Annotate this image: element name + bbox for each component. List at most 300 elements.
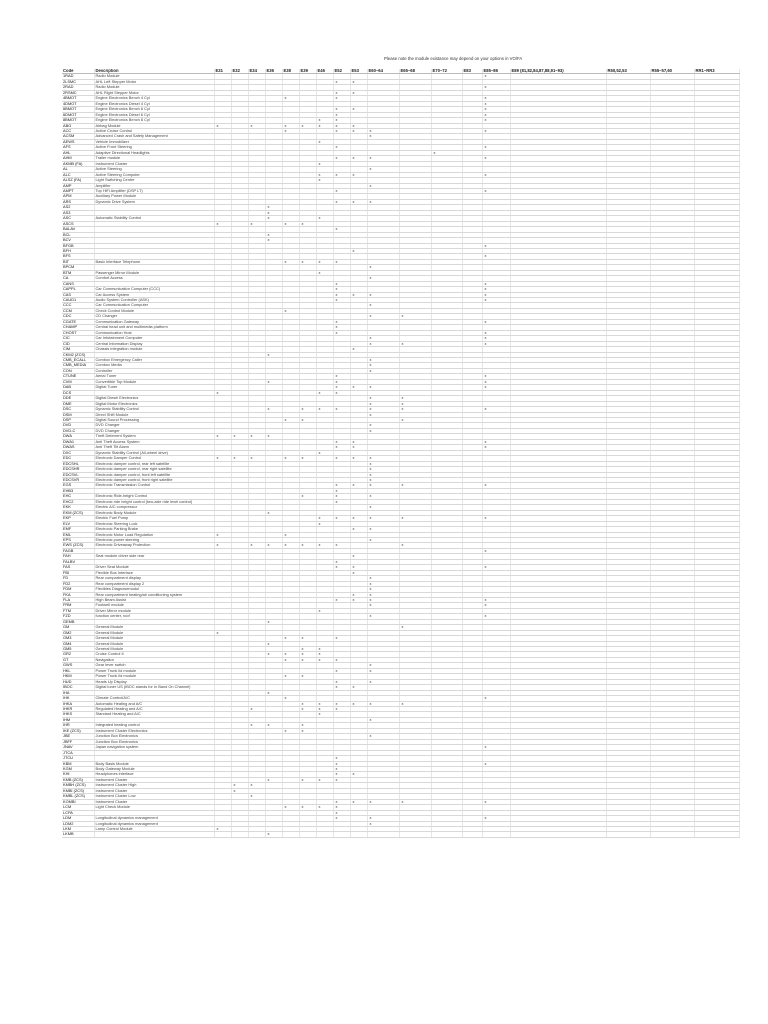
- module-code: BFS: [62, 254, 94, 259]
- module-code: FRM: [62, 603, 94, 608]
- module-description: Electronic damper control, rear left satellite: [94, 461, 214, 466]
- module-code: AL: [62, 167, 94, 172]
- availability-cell: x: [333, 287, 350, 292]
- module-description: General Module: [94, 625, 214, 630]
- availability-cell: x: [350, 565, 367, 570]
- availability-cell: x: [333, 96, 350, 101]
- module-description: General Module: [94, 647, 214, 652]
- availability-cell: x: [333, 385, 350, 390]
- availability-cell: x: [316, 216, 333, 221]
- module-code: DVD: [62, 423, 94, 428]
- availability-cell: [214, 832, 231, 837]
- availability-cell: x: [350, 592, 367, 597]
- module-code: FLA: [62, 597, 94, 602]
- availability-cell: x: [299, 657, 316, 662]
- module-description: High Beam Assist: [94, 597, 214, 602]
- module-description: Power Trunk lid module: [94, 674, 214, 679]
- availability-cell: x: [248, 707, 265, 712]
- module-code: BIT: [62, 259, 94, 264]
- module-code: FD: [62, 576, 94, 581]
- module-code: CA: [62, 276, 94, 281]
- module-description: Radio Module: [94, 85, 214, 90]
- availability-cell: x: [333, 227, 350, 232]
- availability-cell: x: [367, 292, 399, 297]
- availability-cell: x: [367, 336, 399, 341]
- availability-cell: x: [367, 128, 399, 133]
- availability-cell: x: [482, 298, 510, 303]
- availability-cell: x: [367, 156, 399, 161]
- availability-cell: x: [282, 123, 299, 128]
- module-code: CHOST: [62, 330, 94, 335]
- availability-cell: x: [333, 445, 350, 450]
- availability-cell: [299, 832, 316, 837]
- availability-cell: x: [333, 499, 350, 504]
- availability-cell: x: [367, 821, 399, 826]
- availability-cell: x: [333, 379, 350, 384]
- availability-cell: x: [333, 494, 350, 499]
- module-code: AKMB (FA): [62, 161, 94, 166]
- module-code: 8BMOT: [62, 118, 94, 123]
- module-code: EHB3: [62, 488, 94, 493]
- availability-cell: x: [333, 374, 350, 379]
- availability-cell: x: [299, 418, 316, 423]
- availability-cell: x: [282, 696, 299, 701]
- availability-cell: [462, 832, 482, 837]
- availability-cell: x: [265, 210, 282, 215]
- module-description: Central Information Display: [94, 341, 214, 346]
- availability-cell: x: [333, 79, 350, 84]
- availability-cell: x: [333, 145, 350, 150]
- availability-cell: x: [333, 679, 350, 684]
- module-description: Electric Fuel Pump: [94, 516, 214, 521]
- availability-cell: x: [482, 172, 510, 177]
- module-description: Car Communication Computer: [94, 303, 214, 308]
- module-description: Flexible Bus Interface: [94, 570, 214, 575]
- column-header: E83: [462, 69, 482, 74]
- availability-cell: x: [265, 205, 282, 210]
- module-code: CMB_ECALL: [62, 358, 94, 363]
- module-description: Driver Seat Module: [94, 565, 214, 570]
- availability-cell: x: [482, 407, 510, 412]
- module-description: Active Steering Computer: [94, 172, 214, 177]
- availability-cell: x: [482, 761, 510, 766]
- availability-cell: x: [367, 516, 399, 521]
- availability-cell: [350, 832, 367, 837]
- module-description: Auxiliary Power Module: [94, 194, 214, 199]
- availability-cell: x: [482, 385, 510, 390]
- availability-cell: x: [482, 379, 510, 384]
- availability-cell: x: [367, 341, 399, 346]
- availability-cell: x: [350, 172, 367, 177]
- availability-cell: x: [333, 407, 350, 412]
- availability-cell: x: [333, 777, 350, 782]
- availability-cell: x: [482, 287, 510, 292]
- availability-cell: x: [333, 668, 350, 673]
- module-code: FTM: [62, 608, 94, 613]
- module-code: KOMBI: [62, 799, 94, 804]
- module-description: Communication Gateway: [94, 319, 214, 324]
- module-code: JNAV: [62, 745, 94, 750]
- availability-cell: x: [367, 537, 399, 542]
- module-code: DSC: [62, 407, 94, 412]
- module-code: GR2: [62, 652, 94, 657]
- availability-cell: x: [333, 156, 350, 161]
- availability-cell: [510, 832, 606, 837]
- availability-cell: x: [482, 85, 510, 90]
- module-code: IKE (ZCS): [62, 728, 94, 733]
- module-code: ABG: [62, 123, 94, 128]
- module-description: Engine Electronics Bench 4 Cyl: [94, 96, 214, 101]
- availability-cell: x: [350, 597, 367, 602]
- module-description: Instrument Cluster High: [94, 783, 214, 788]
- availability-cell: x: [248, 723, 265, 728]
- module-description: Light Check Module: [94, 805, 214, 810]
- availability-cell: x: [282, 652, 299, 657]
- module-description: Instrument Cluster: [94, 799, 214, 804]
- availability-cell: x: [214, 826, 231, 831]
- availability-cell: x: [214, 221, 231, 226]
- availability-cell: x: [482, 243, 510, 248]
- availability-cell: [282, 832, 299, 837]
- availability-cell: x: [333, 439, 350, 444]
- module-code: DDE: [62, 396, 94, 401]
- column-header: R55–57,60: [650, 69, 694, 74]
- availability-cell: x: [399, 516, 431, 521]
- module-description: Longitudinal dynamics management: [94, 821, 214, 826]
- availability-cell: x: [248, 221, 265, 226]
- module-description: [94, 832, 214, 837]
- availability-cell: x: [367, 428, 399, 433]
- module-description: Instrument Cluster: [94, 777, 214, 782]
- availability-cell: x: [367, 614, 399, 619]
- availability-cell: x: [350, 554, 367, 559]
- module-code: CKM2 (ZCS): [62, 352, 94, 357]
- availability-cell: x: [214, 123, 231, 128]
- availability-cell: x: [367, 527, 399, 532]
- module-code: EPS: [62, 537, 94, 542]
- module-code: EKK: [62, 505, 94, 510]
- module-description: Communication Host: [94, 330, 214, 335]
- availability-cell: x: [367, 407, 399, 412]
- availability-cell: [431, 832, 462, 837]
- module-code: GM3: [62, 636, 94, 641]
- module-code: ASCS: [62, 221, 94, 226]
- availability-cell: x: [367, 668, 399, 673]
- module-code: DSM: [62, 412, 94, 417]
- availability-cell: x: [299, 543, 316, 548]
- module-description: Navigation: [94, 657, 214, 662]
- module-code: 4BMOT: [62, 96, 94, 101]
- module-description: Integrated heating control: [94, 723, 214, 728]
- availability-cell: x: [399, 341, 431, 346]
- availability-cell: x: [231, 783, 248, 788]
- module-code: ARS: [62, 199, 94, 204]
- module-code: CIM: [62, 347, 94, 352]
- availability-cell: x: [367, 717, 399, 722]
- availability-cell: x: [367, 592, 399, 597]
- availability-cell: x: [333, 259, 350, 264]
- availability-cell: x: [333, 281, 350, 286]
- module-code: LCPA: [62, 810, 94, 815]
- table-row: [62, 832, 739, 837]
- module-code: CIC: [62, 336, 94, 341]
- availability-cell: x: [333, 772, 350, 777]
- column-header: Description: [94, 69, 214, 74]
- module-description: Convertible Top Module: [94, 379, 214, 384]
- availability-cell: x: [367, 461, 399, 466]
- module-description: Combox Emergency Caller: [94, 358, 214, 363]
- availability-cell: x: [367, 423, 399, 428]
- module-code: KMBH (ZCS): [62, 783, 94, 788]
- availability-cell: x: [333, 805, 350, 810]
- module-description: CD Changer: [94, 314, 214, 319]
- module-description: Dynamic Drive System: [94, 199, 214, 204]
- availability-cell: x: [333, 516, 350, 521]
- module-code: GWS: [62, 663, 94, 668]
- availability-cell: x: [482, 101, 510, 106]
- availability-cell: x: [333, 298, 350, 303]
- module-description: Japan navigation system: [94, 745, 214, 750]
- module-description: General Module: [94, 636, 214, 641]
- availability-cell: x: [333, 756, 350, 761]
- availability-cell: x: [265, 379, 282, 384]
- module-code: AS2: [62, 205, 94, 210]
- availability-cell: x: [265, 434, 282, 439]
- availability-cell: x: [482, 614, 510, 619]
- availability-cell: x: [350, 772, 367, 777]
- availability-cell: x: [299, 701, 316, 706]
- availability-cell: x: [350, 292, 367, 297]
- module-code: DWAS: [62, 445, 94, 450]
- module-code: GEMB: [62, 619, 94, 624]
- module-description: Footwell module: [94, 603, 214, 608]
- column-header: E70–72: [431, 69, 462, 74]
- availability-cell: x: [399, 418, 431, 423]
- module-code: KMBI (ZCS): [62, 788, 94, 793]
- availability-cell: x: [265, 238, 282, 243]
- module-code: IHA: [62, 690, 94, 695]
- availability-cell: [399, 832, 431, 837]
- availability-cell: x: [333, 707, 350, 712]
- module-code: CVM: [62, 379, 94, 384]
- availability-cell: x: [265, 543, 282, 548]
- module-code: AHL: [62, 150, 94, 155]
- module-description: Body Basis Module: [94, 761, 214, 766]
- availability-cell: x: [299, 636, 316, 641]
- module-code: EGS: [62, 483, 94, 488]
- availability-cell: x: [299, 647, 316, 652]
- module-code: AMP: [62, 183, 94, 188]
- module-description: function center, roof: [94, 614, 214, 619]
- module-description: AHL Left Stepper Motor: [94, 79, 214, 84]
- availability-cell: x: [482, 696, 510, 701]
- module-code: FAS: [62, 565, 94, 570]
- module-description: Aerial Tuner: [94, 374, 214, 379]
- availability-cell: [482, 832, 510, 837]
- availability-cell: x: [333, 188, 350, 193]
- availability-cell: x: [316, 407, 333, 412]
- module-code: CCM: [62, 308, 94, 313]
- module-description: Active Front Steering: [94, 145, 214, 150]
- module-code: ALSZ (FA): [62, 178, 94, 183]
- module-description: Active Steering: [94, 167, 214, 172]
- availability-cell: x: [350, 156, 367, 161]
- module-description: Automatic Stability Control: [94, 216, 214, 221]
- module-code: CCC: [62, 303, 94, 308]
- column-header: RR1–RR3: [694, 69, 739, 74]
- availability-cell: x: [316, 805, 333, 810]
- availability-cell: x: [367, 477, 399, 482]
- module-code: IHR: [62, 723, 94, 728]
- module-description: Digital Motor Electronics: [94, 401, 214, 406]
- availability-cell: x: [350, 456, 367, 461]
- module-description: Car Communication Computer (CCC): [94, 287, 214, 292]
- module-description: Dynamic Stability Control: [94, 407, 214, 412]
- availability-cell: x: [282, 532, 299, 537]
- availability-cell: x: [367, 134, 399, 139]
- availability-cell: x: [350, 527, 367, 532]
- availability-cell: x: [316, 777, 333, 782]
- availability-cell: x: [367, 401, 399, 406]
- module-description: Digital Tuner: [94, 385, 214, 390]
- options-note: Please note the module existance may depend on your options in VO/FA: [384, 56, 523, 61]
- module-description: Gear lever switch: [94, 663, 214, 668]
- module-code: DAB: [62, 385, 94, 390]
- module-description: Dynamic Stability Control (All-wheel drive): [94, 450, 214, 455]
- availability-cell: x: [482, 107, 510, 112]
- availability-cell: x: [282, 96, 299, 101]
- module-code: FBI: [62, 570, 94, 575]
- column-header: E85–86: [482, 69, 510, 74]
- availability-cell: x: [482, 374, 510, 379]
- module-code: GT: [62, 657, 94, 662]
- availability-cell: x: [333, 685, 350, 690]
- module-description: Heads Up Display: [94, 679, 214, 684]
- availability-cell: x: [333, 292, 350, 297]
- module-code: GM2: [62, 630, 94, 635]
- availability-cell: [231, 832, 248, 837]
- availability-cell: x: [333, 123, 350, 128]
- availability-cell: [694, 832, 739, 837]
- availability-cell: x: [399, 314, 431, 319]
- availability-cell: x: [282, 805, 299, 810]
- module-code: FKA: [62, 592, 94, 597]
- module-description: Central head unit and multimedia platform: [94, 325, 214, 330]
- module-description: Rear compartment display: [94, 576, 214, 581]
- module-description: Chassis integration module: [94, 347, 214, 352]
- availability-cell: x: [265, 777, 282, 782]
- availability-cell: x: [333, 657, 350, 662]
- module-code: KBM: [62, 761, 94, 766]
- availability-cell: x: [248, 456, 265, 461]
- module-description: AHL Right Stepper Motor: [94, 90, 214, 95]
- availability-cell: x: [316, 707, 333, 712]
- column-header: E52: [333, 69, 350, 74]
- module-description: Light Switching Centre: [94, 178, 214, 183]
- module-description: Rear compartment heating/air conditioning system: [94, 592, 214, 597]
- module-code: FAGB: [62, 548, 94, 553]
- module-description: Direct Shift Module: [94, 412, 214, 417]
- availability-cell: x: [367, 701, 399, 706]
- module-description: Digital tuner US (IBOC stands for In Band On Channel): [94, 685, 214, 690]
- module-code: EDCSVL: [62, 472, 94, 477]
- availability-cell: x: [367, 167, 399, 172]
- module-description: Instrument Cluster: [94, 788, 214, 793]
- module-code: DWA1: [62, 439, 94, 444]
- availability-cell: x: [316, 259, 333, 264]
- module-description: Engine Electronics Diesel 6 Cyl: [94, 112, 214, 117]
- module-description: Comfort Access: [94, 276, 214, 281]
- availability-cell: x: [316, 270, 333, 275]
- module-code: DCS: [62, 390, 94, 395]
- module-description: Radio Module: [94, 74, 214, 79]
- availability-cell: x: [333, 456, 350, 461]
- module-description: Digital Sound Processing: [94, 418, 214, 423]
- availability-cell: x: [367, 581, 399, 586]
- availability-cell: x: [248, 794, 265, 799]
- module-code: CHAMP: [62, 325, 94, 330]
- availability-cell: x: [367, 587, 399, 592]
- module-description: DVD Changer: [94, 428, 214, 433]
- availability-cell: x: [482, 336, 510, 341]
- availability-cell: x: [316, 450, 333, 455]
- module-code: IHK: [62, 696, 94, 701]
- module-code: AS3: [62, 210, 94, 215]
- availability-cell: x: [482, 341, 510, 346]
- module-code: FZD: [62, 614, 94, 619]
- availability-cell: x: [299, 259, 316, 264]
- column-header: E31: [214, 69, 231, 74]
- module-table: [62, 69, 740, 838]
- module-description: Amplifier: [94, 183, 214, 188]
- module-code: DVD-C: [62, 428, 94, 433]
- availability-cell: x: [367, 199, 399, 204]
- availability-cell: x: [282, 728, 299, 733]
- module-code: BFGB: [62, 243, 94, 248]
- module-code: AHM: [62, 156, 94, 161]
- module-description: Airbag Module: [94, 123, 214, 128]
- column-header: E53: [350, 69, 367, 74]
- module-code: IHKR: [62, 707, 94, 712]
- availability-cell: x: [367, 412, 399, 417]
- availability-cell: x: [367, 505, 399, 510]
- module-description: Longitudinal dynamics management: [94, 816, 214, 821]
- availability-cell: x: [248, 123, 265, 128]
- availability-cell: x: [214, 456, 231, 461]
- availability-cell: x: [482, 112, 510, 117]
- module-description: Vehicle Immobilizer: [94, 139, 214, 144]
- availability-cell: x: [316, 172, 333, 177]
- column-header: E32: [231, 69, 248, 74]
- module-code: ACC: [62, 128, 94, 133]
- availability-cell: x: [316, 608, 333, 613]
- module-description: Anti Theft Access System: [94, 439, 214, 444]
- availability-cell: x: [333, 543, 350, 548]
- availability-cell: x: [333, 118, 350, 123]
- module-code: CTUNE: [62, 374, 94, 379]
- module-description: Electronic damper control, rear right satellite: [94, 467, 214, 472]
- availability-cell: x: [482, 816, 510, 821]
- availability-cell: x: [265, 216, 282, 221]
- module-description: Anti Theft Tilt Alarm: [94, 445, 214, 450]
- module-code: 2RSMC: [62, 90, 94, 95]
- module-description: Lamp Control Module: [94, 826, 214, 831]
- module-description: Electric A/C compressor: [94, 505, 214, 510]
- availability-cell: x: [248, 783, 265, 788]
- availability-cell: x: [316, 712, 333, 717]
- module-code: ACSM: [62, 134, 94, 139]
- column-header: E65–68: [399, 69, 431, 74]
